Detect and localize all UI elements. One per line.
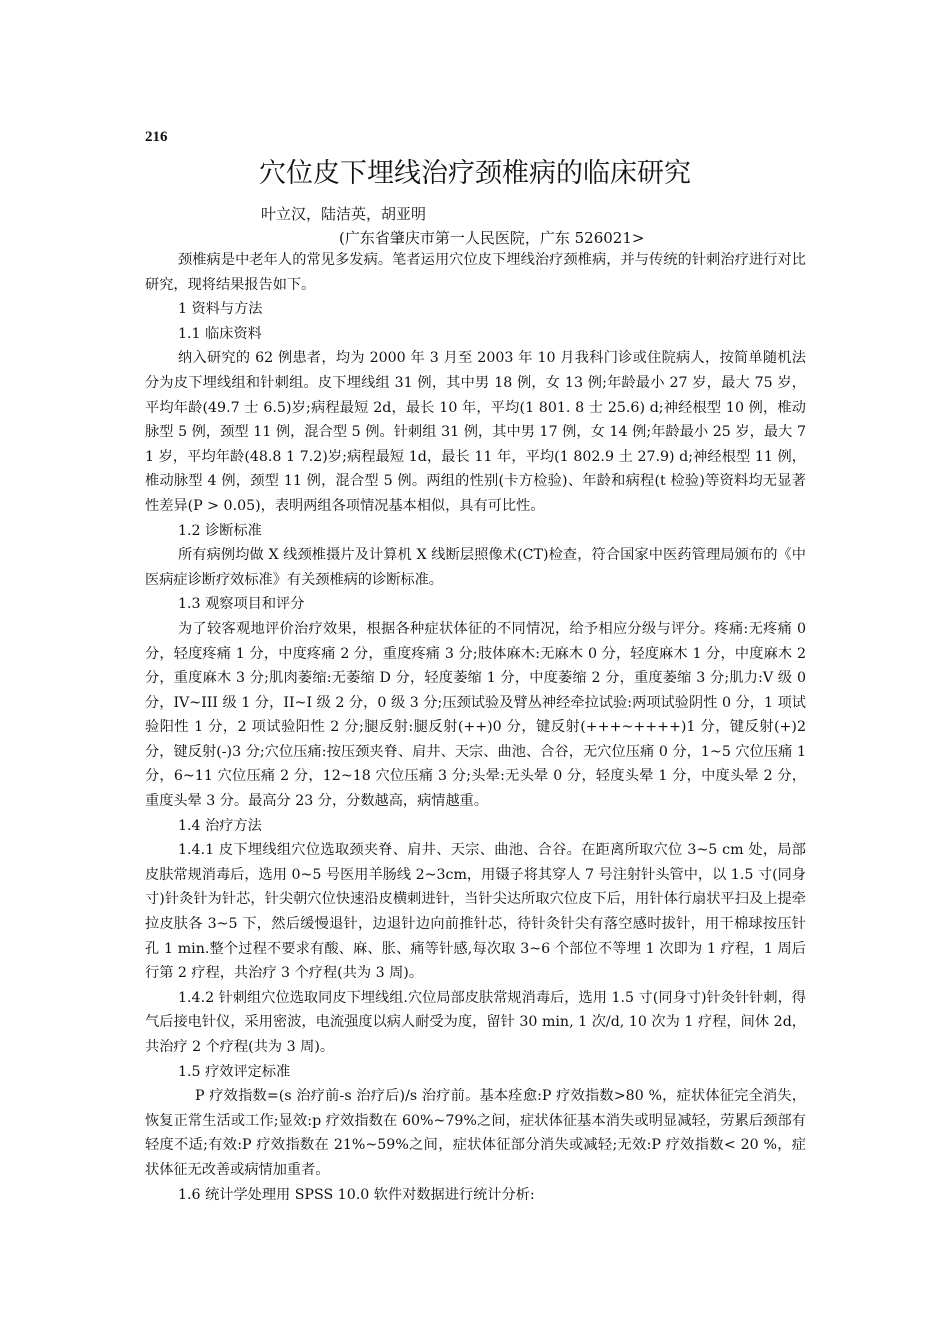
efficacy-paragraph: P 疗效指数=(s 治疗前-s 治疗后)/s 治疗前。基本痊愈:P 疗效指数>80 %，症状体征完全消失，恢复正常生活或工作;显效:p 疗效指数在 60%~79%之间，症状体征基本消失或明显减轻，劳累后颈部有轻度不适;有效:P 疗效指数在 21%~59%之间，症状体征部分消失或减轻;无效:P 疗效指数< 20 %，症状体征无改善或病情加重者。 [145,1088,806,1178]
treatment-acupuncture-paragraph: 1.4.2 针刺组穴位选取同皮下埋线组.穴位局部皮肤常规消毒后，选用 1.5 寸(同身寸)针灸针针刺，得气后接电针仪，采用密波，电流强度以病人耐受为度，留针 30 min, 1 次/d, 10 次为 1 疗程，间休 2d，共治疗 2 个疗程(共为 3 周)。 [145,989,806,1055]
observation-paragraph: 为了较客观地评价治疗效果，根据各种症状体征的不同情况，给予相应分级与评分。疼痛:无疼痛 0 分，轻度疼痛 1 分，中度疼痛 2 分，重度疼痛 3 分;肢体麻木:无麻木 0 分，轻度麻木 1 分，中度麻木 2 分，重度麻木 3 分;肌肉萎缩:无萎缩 D 分，轻度萎缩 1 分，中度萎缩 2 分，重度萎缩 3 分;肌力:V 级 0 分，IV~III 级 1 分，II~I 级 2 分，0 级 3 分;压颈试验及臂丛神经牵拉试验:两项试验阴性 0 分，1 项试验阳性 1 分，2 项试验阳性 2 分;腿反射:腿反射(++)0 分，键反射(+++~++++)1 分，键反射(+)2 分，键反射(-)3 分;穴位压痛:按压颈夹脊、肩井、天宗、曲池、合谷，无穴位压痛 0 分，1~5 穴位压痛 1 分，6~11 穴位压痛 2 分，12~18 穴位压痛 3 分;头晕:无头晕 0 分，轻度头晕 1 分，中度头晕 2 分，重度头晕 3 分。最高分 23 分，分数越高，病情越重。 [145,620,806,810]
authors: 叶立汉，陆洁英，胡亚明 [261,205,427,223]
section-heading-clinical-data: 1.1 临床资料 [178,325,262,342]
clinical-data-paragraph: 纳入研究的 62 例患者，均为 2000 年 3 月至 2003 年 10 月我科门诊或住院病人，按简单随机法分为皮下埋线组和针刺组。皮下埋线组 31 例，其中男 18 例，女 13 例;年龄最小 27 岁，最大 75 岁，平均年龄(49.7 士 6.5)岁;病程最短 2d，最长 10 年，平均(1 801. 8 士 25.6) d;神经根型 10 例，椎动脉型 5 例，颈型 11 例，混合型 5 例。针刺组 31 例，其中男 17 例，女 14 例;年龄最小 25 岁，最大 71 岁，平均年龄(48.8 1 7.2)岁;病程最短 1d，最长 11 年，平均(1 802.9 土 27.9) d;神经根型 11 例，椎动脉型 4 例，颈型 11 例，混合型 5 例。两组的性别(卡方检验)、年龄和病程(t 检验)等资料均无显著性差异(P > 0.05)，表明两组各项情况基本相似，具有可比性。 [145,350,806,514]
section-heading-efficacy: 1.5 疗效评定标准 [178,1063,291,1080]
paper-body [145,248,806,1207]
section-heading-statistics: 1.6 统计学处理用 SPSS 10.0 软件对数据进行统计分析: [178,1186,535,1203]
section-heading-diagnosis: 1.2 诊断标准 [178,522,262,539]
diagnosis-paragraph: 所有病例均做 X 线颈椎摄片及计算机 X 线断层照像术(CT)检查，符合国家中医药管理局颁布的《中医病症诊断疗效标准》有关颈椎病的诊断标准。 [145,547,806,588]
paper-title: 穴位皮下埋线治疗颈椎病的临床研究 [259,158,691,189]
treatment-embedding-paragraph: 1.4.1 皮下埋线组穴位选取颈夹脊、肩井、天宗、曲池、合谷。在距离所取穴位 3~5 cm 处，局部皮肤常规消毒后，选用 0~5 号医用羊肠线 2~3cm，用镊子将其穿人 7 号注射针头管中，以 1.5 寸(同身寸)针灸针为针芯，针尖朝穴位快速沿皮横刺进针，当针尖达所取穴位皮下后，用针体行扇状平扫及上提牵拉皮肤各 3~5 下，然后缓慢退针，边退针边向前推针芯，待针灸针尖有落空感时拔针，用干棉球按压针孔 1 min.整个过程不要求有酸、麻、胀、痛等针感,每次取 3~6 个部位不等埋 1 次即为 1 疗程，1 周后行第 2 疗程，共治疗 3 个疗程(共为 3 周)。 [145,842,806,982]
intro-paragraph: 颈椎病是中老年人的常见多发病。笔者运用穴位皮下埋线治疗颈椎病，并与传统的针刺治疗进行对比研究，现将结果报告如下。 [145,252,806,293]
section-heading-methods: 1 资料与方法 [178,301,263,318]
page-number: 216 [145,129,168,145]
section-heading-treatment: 1.4 治疗方法 [178,817,262,834]
affiliation: (广东省肇庆市第一人民医院，广东 526021> [339,229,645,247]
section-heading-observation: 1.3 观察项目和评分 [178,596,305,613]
